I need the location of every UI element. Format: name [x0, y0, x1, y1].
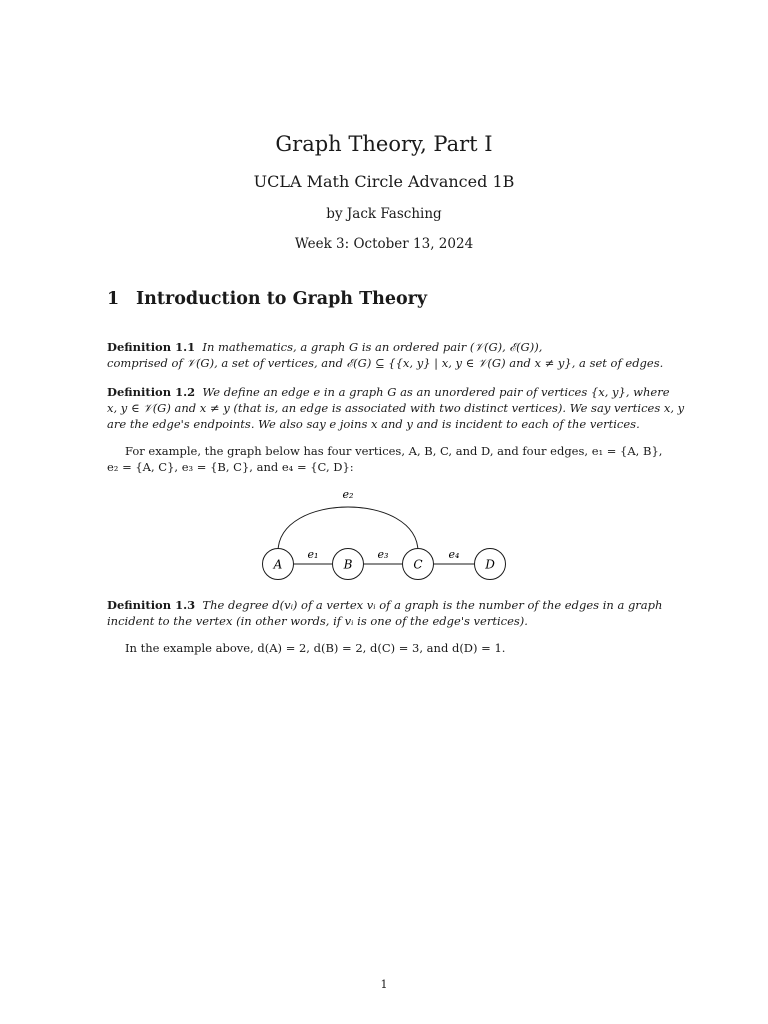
- definition-label: Definition 1.2: [107, 385, 196, 399]
- definition-line: comprised of 𝒱(G), a set of vertices, and ℰ(G) ⊆ {{x, y} | x, y ∈ 𝒱(G) and x ≠ y}, a set of edges.: [107, 356, 664, 370]
- definition-1-1: [107, 339, 663, 371]
- definition-line: We define an edge e in a graph G as an unordered pair of vertices {x, y}, where: [202, 385, 670, 399]
- edge-e2: [278, 507, 418, 552]
- degree-example: [107, 640, 663, 656]
- definition-1-2: [107, 384, 685, 432]
- definition-line: are the edge's endpoints. We also say e joins x and y and is incident to each of the vertices.: [107, 417, 640, 431]
- vertex-label-c: C: [413, 557, 423, 572]
- section-title: Introduction to Graph Theory: [136, 289, 428, 309]
- definition-line: The degree d(vᵢ) of a vertex vᵢ of a graph is the number of the edges in a graph: [202, 598, 663, 612]
- degree-example-line: In the example above, d(A) = 2, d(B) = 2, d(C) = 3, and d(D) = 1.: [125, 641, 506, 655]
- graph-figure: [250, 482, 520, 587]
- edge-label-e4: e₄: [448, 548, 460, 561]
- section-number: 1: [107, 289, 120, 309]
- definition-label: Definition 1.3: [107, 598, 196, 612]
- definition-label: Definition 1.1: [107, 340, 196, 354]
- vertex-label-a: A: [273, 557, 283, 572]
- date-line: Week 3: October 13, 2024: [294, 236, 474, 252]
- edge-label-e3: e₃: [377, 548, 389, 561]
- section-heading: [107, 289, 427, 309]
- example-line: For example, the graph below has four vertices, A, B, C, and D, and four edges, e₁ = {A, B},: [125, 444, 663, 458]
- example-paragraph: [107, 443, 663, 475]
- edge-label-e1: e₁: [307, 548, 319, 561]
- definition-line: x, y ∈ 𝒱(G) and x ≠ y (that is, an edge is associated with two distinct vertices). We say vertices x, y: [107, 401, 685, 415]
- page-number: 1: [380, 978, 388, 991]
- edge-label-e2: e₂: [342, 488, 354, 501]
- author-line: by Jack Fasching: [326, 206, 442, 222]
- document-subtitle: UCLA Math Circle Advanced 1B: [253, 172, 515, 191]
- vertex-label-b: B: [343, 557, 353, 572]
- example-line: e₂ = {A, C}, e₃ = {B, C}, and e₄ = {C, D}:: [107, 460, 354, 474]
- document-title: Graph Theory, Part I: [275, 132, 493, 156]
- definition-line: In mathematics, a graph G is an ordered pair (𝒱(G), ℰ(G)),: [202, 340, 543, 354]
- definition-1-3: [107, 597, 663, 629]
- vertex-label-d: D: [485, 557, 495, 572]
- definition-line: incident to the vertex (in other words, if vᵢ is one of the edge's vertices).: [107, 614, 528, 628]
